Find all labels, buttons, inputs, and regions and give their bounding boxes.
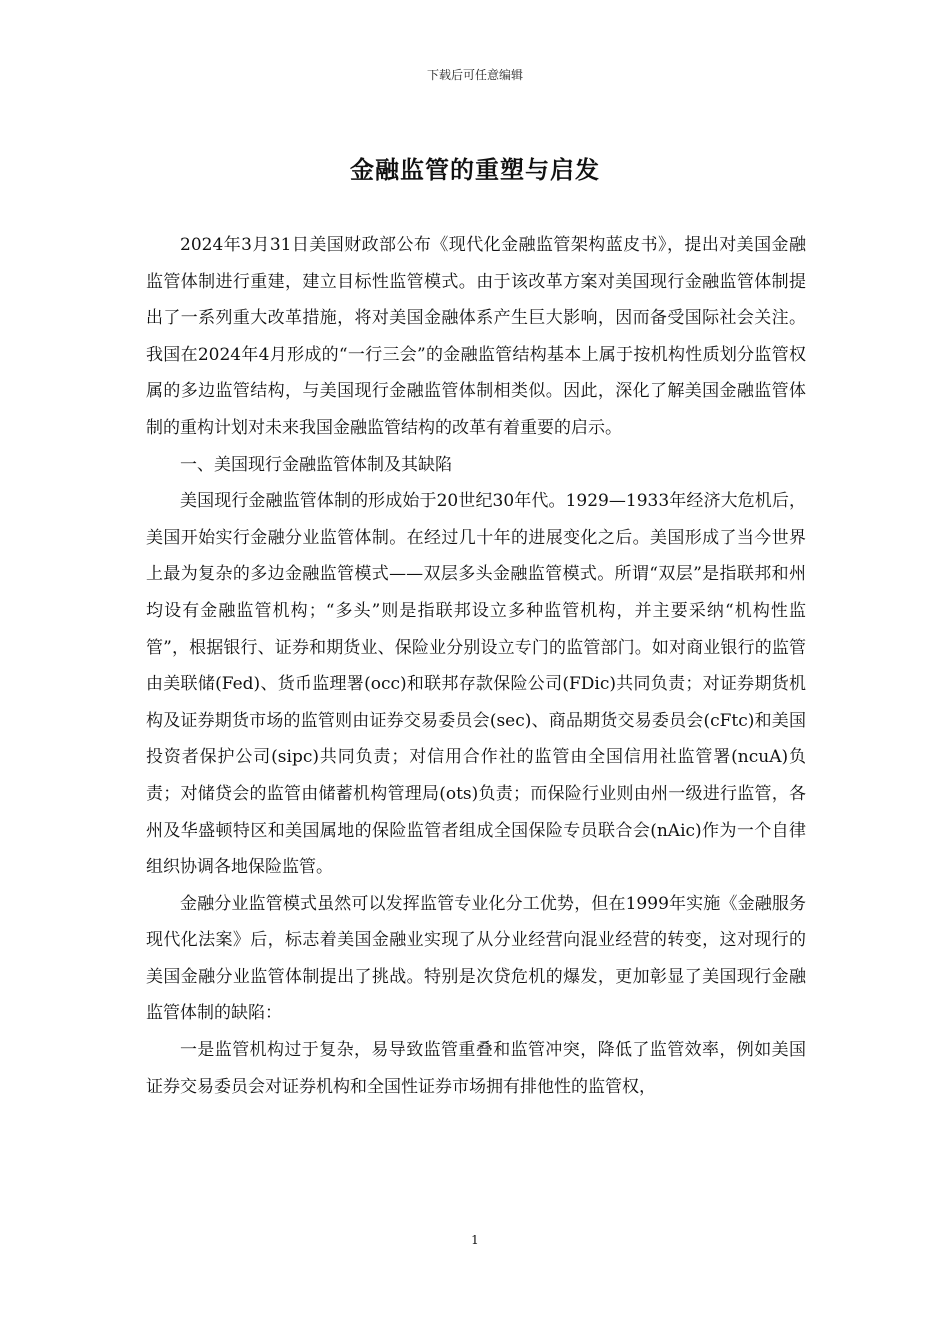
page-header: 下载后可任意编辑 (426, 68, 523, 82)
paragraph-intro: 2024年3月31日美国财政部公布《现代化金融监管架构蓝皮书》，提出对美国金融监管体制进行重建，建立目标性监管模式。由于该改革方案对美国现行金融监管体制提出了一系列重大改革措施，将对美国金融体系产生巨大影响，因而备受国际社会关注。我国在2024年4月形成的“一行三会”的金融监管结构基本上属于按机构性质划分监管权属的多边监管结构，与美国现行金融监管体制相类似。因此，深化了解美国金融监管体制的重构计划对未来我国金融监管结构的改革有着重要的启示。 (146, 235, 806, 438)
paragraph-system-history: 美国现行金融监管体制的形成始于20世纪30年代。1929—1933年经济大危机后，美国开始实行金融分业监管体制。在经过几十年的进展变化之后。美国形成了当今世界上最为复杂的多边金融监管模式——双层多头金融监管模式。所谓“双层”是指联邦和州均设有金融监管机构；“多头”则是指联邦设立多种监管机构，并主要采纳“机构性监管”，根据银行、证券和期货业、保险业分别设立专门的监管部门。如对商业银行的监管由美联储(Fed)、货币监理署(occ)和联邦存款保险公司(FDic)共同负责；对证券期货机构及证券期货市场的监管则由证券交易委员会(sec)、商品期货交易委员会(cFtc)和美国投资者保护公司(sipc)共同负责；对信用合作社的监管由全国信用社监管署(ncuA)负责；对储贷会的监管由储蓄机构管理局(ots)负责；而保险行业则由州一级进行监管，各州及华盛顿特区和美国属地的保险监管者组成全国保险专员联合会(nAic)作为一个自律组织协调各地保险监管。 (146, 491, 806, 878)
section-heading-1: 一、美国现行金融监管体制及其缺陷 (180, 454, 452, 475)
page-number: 1 (471, 1233, 479, 1247)
paragraph-challenges: 金融分业监管模式虽然可以发挥监管专业化分工优势，但在1999年实施《金融服务现代化法案》后，标志着美国金融业实现了从分业经营向混业经营的转变，这对现行的美国金融分业监管体制提出了挑战。特别是次贷危机的爆发，更加彰显了美国现行金融监管体制的缺陷： (146, 893, 806, 1024)
document-title: 金融监管的重塑与启发 (350, 156, 600, 184)
document-body (146, 227, 806, 1105)
paragraph-defect-one: 一是监管机构过于复杂，易导致监管重叠和监管冲突，降低了监管效率，例如美国证券交易委员会对证券机构和全国性证券市场拥有排他性的监管权， (146, 1040, 806, 1097)
